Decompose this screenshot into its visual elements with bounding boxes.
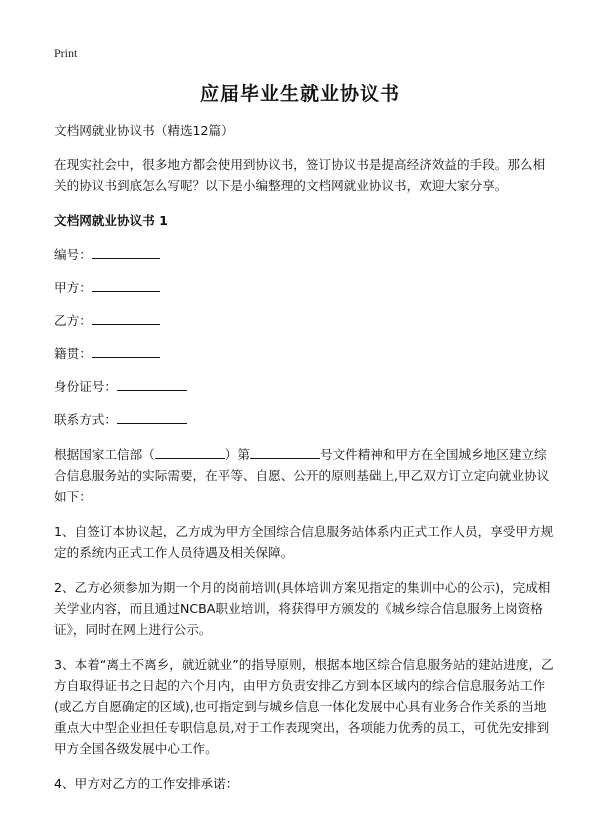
print-label[interactable]: Print — [54, 46, 78, 60]
field-party-a-blank — [92, 277, 160, 292]
basis-text-1: 根据国家工信部（ — [54, 447, 155, 462]
field-native-place-label: 籍贯： — [54, 346, 92, 361]
document-body — [54, 120, 554, 808]
field-number-label: 编号： — [54, 247, 92, 262]
document-subtitle: 文档网就业协议书（精选12篇） — [54, 123, 234, 138]
field-contact-label: 联系方式： — [54, 412, 117, 427]
field-party-b — [54, 310, 554, 331]
basis-text-3: 号文件精神和甲方在全国城乡地区建立综合信息服务站的实际需要，在平等、自愿、公开的原则基础上,甲乙双方订立定向就业协议如下： — [54, 447, 550, 504]
clause-3: 3、本着“离土不离乡，就近就业”的指导原则，根据本地区综合信息服务站的建站进度，乙方自取得证书之日起的六个月内，由甲方负责安排乙方到本区域内的综合信息服务站工作(或乙方自愿确定的区域),也可指定到与城乡信息一体化发展中心具有业务合作关系的当地重点大中型企业担任专职信息员,对于工作表现突出，各项能力优秀的员工，可优先安排到甲方全国各级发展中心工作。 — [54, 657, 554, 756]
ministry-blank — [155, 444, 225, 459]
intro-paragraph: 在现实社会中，很多地方都会使用到协议书，签订协议书是提高经济效益的手段。那么相关的协议书到底怎么写呢？以下是小编整理的文档网就业协议书，欢迎大家分享。 — [54, 157, 546, 193]
field-native-place-blank — [92, 343, 160, 358]
basis-text-2: ）第 — [224, 447, 250, 462]
field-contact — [54, 409, 554, 430]
field-native-place — [54, 343, 554, 364]
clause-2: 2、乙方必须参加为期一个月的岗前培训(具体培训方案见指定的集训中心的公示)，完成相关学业内容，而且通过NCBA职业培训，将获得甲方颁发的《城乡综合信息服务上岗资格证》，同时在网上进行公示。 — [54, 580, 551, 637]
field-id-number-blank — [117, 376, 187, 391]
field-party-a-label: 甲方： — [54, 280, 92, 295]
field-party-a — [54, 277, 554, 298]
clause-4: 4、甲方对乙方的工作安排承诺： — [54, 776, 239, 791]
field-number — [54, 244, 554, 265]
field-number-blank — [92, 244, 160, 259]
field-contact-blank — [117, 409, 187, 424]
file-number-blank — [250, 444, 320, 459]
basis-paragraph — [54, 444, 554, 507]
document-title: 应届毕业生就业协议书 — [199, 83, 400, 105]
field-party-b-blank — [92, 310, 160, 325]
field-party-b-label: 乙方： — [54, 313, 92, 328]
section-heading: 文档网就业协议书 1 — [54, 213, 168, 228]
field-id-number — [54, 376, 554, 397]
clause-1: 1、自签订本协议起，乙方成为甲方全国综合信息服务站体系内正式工作人员，享受甲方规定的系统内正式工作人员待遇及相关保障。 — [54, 524, 554, 560]
field-id-number-label: 身份证号： — [54, 379, 117, 394]
